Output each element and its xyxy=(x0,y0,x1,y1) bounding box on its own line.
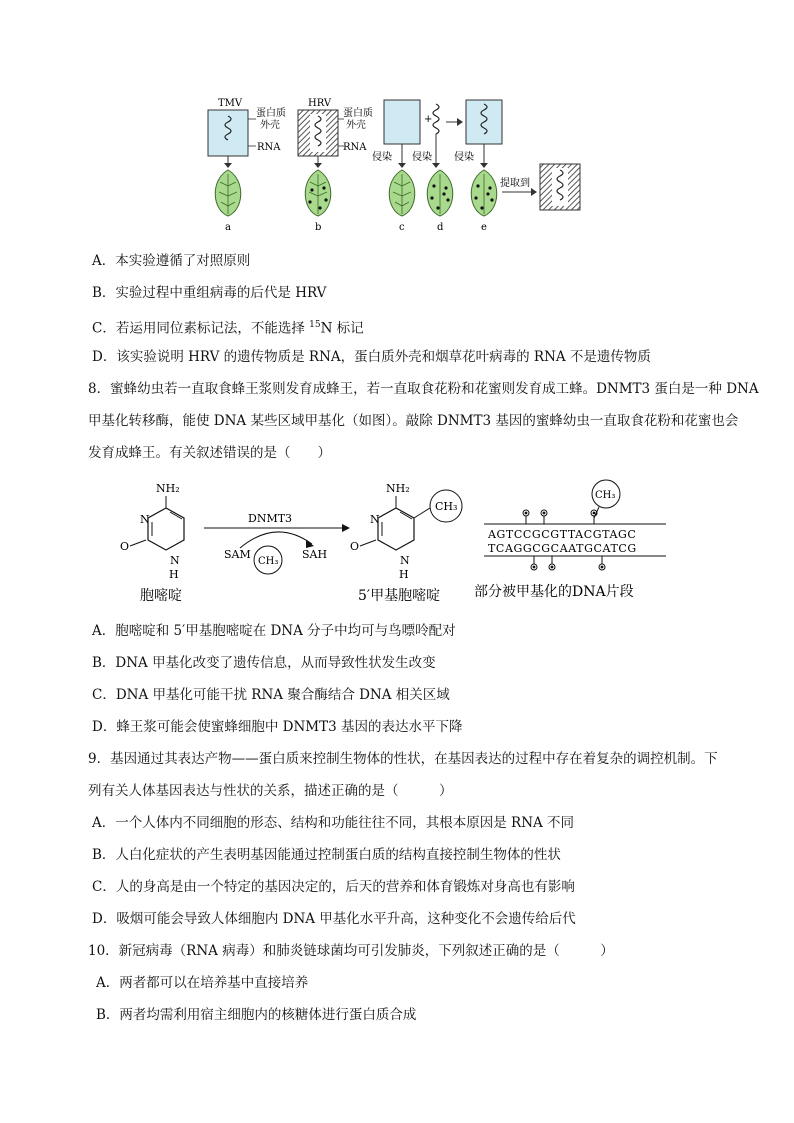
svg-text:O: O xyxy=(350,540,360,553)
leaf-e xyxy=(471,170,497,216)
q7-option-a: A．本实验遵循了对照原则 xyxy=(92,253,251,269)
leaf-d xyxy=(427,170,453,216)
q8-stem-line2: 甲基化转移酶，能使 DNA 某些区域甲基化（如图）。敲除 DNMT3 基因的蜜蜂幼虫一直取食花粉和花蜜也会 xyxy=(88,413,739,429)
q7-option-c: C．若运用同位素标记法，不能选择 $^{15}$N 标记 xyxy=(92,320,364,337)
svg-text:N: N xyxy=(370,513,380,526)
cytosine-name: 胞嘧啶 xyxy=(140,588,182,604)
dna-fragment xyxy=(474,480,666,600)
svg-text:O: O xyxy=(120,540,130,553)
q10-stem: 10．新冠病毒（RNA 病毒）和肺炎链球菌均可引发肺炎，下列叙述正确的是（ ） xyxy=(88,943,614,959)
dna-top-strand: AGTCCGCGTTACGTAGC xyxy=(488,528,637,541)
q8-option-d: D．蜂王浆可能会使蜜蜂细胞中 DNMT3 基因的表达水平下降 xyxy=(92,719,463,735)
tmv-particle xyxy=(208,110,248,156)
q9-stem-line2: 列有关人体基因表达与性状的关系，描述正确的是（ ） xyxy=(88,783,453,799)
svg-text:外壳: 外壳 xyxy=(260,120,280,131)
infect-label-c: 侵染 xyxy=(372,152,392,163)
methyl-group-label: CH₃ xyxy=(258,556,279,567)
dna-fragment-name: 部分被甲基化的DNA片段 xyxy=(474,584,634,600)
label-c: c xyxy=(399,222,405,233)
cytosine-structure xyxy=(120,482,184,604)
q10-option-b: B．两者均需利用宿主细胞内的核糖体进行蛋白质合成 xyxy=(96,1007,417,1023)
svg-text:NH₂: NH₂ xyxy=(386,482,410,495)
extract-label: 提取到 xyxy=(500,178,530,189)
leaf-c xyxy=(389,170,415,216)
q10-option-a: A．两者都可以在培养基中直接培养 xyxy=(96,975,309,991)
q9-option-c: C．人的身高是由一个特定的基因决定的，后天的营养和体育锻炼对身高也有影响 xyxy=(92,879,575,895)
q8-option-a: A．胞嘧啶和 5′甲基胞嘧啶在 DNA 分子中均可与鸟嘌呤配对 xyxy=(92,623,456,639)
leaf-a xyxy=(215,170,241,216)
protein-coat-label: 蛋白质 xyxy=(256,108,286,119)
sah-label: SAH xyxy=(302,548,328,561)
label-e: e xyxy=(481,222,487,233)
infect-label-e: 侵染 xyxy=(454,152,474,163)
dna-bottom-strand: TCAGGCGCAATGCATCG xyxy=(488,542,637,555)
q8-stem-line1: 8．蜜蜂幼虫若一直取食蜂王浆则发育成蜂王，若一直取食花粉和花蜜则发育成工蜂。DNMT3 蛋白是一种 DNA xyxy=(88,381,759,397)
methylcytosine-name: 5′甲基胞嘧啶 xyxy=(358,588,441,604)
virus-experiment-figure xyxy=(200,94,600,234)
tmv-label: TMV xyxy=(218,98,243,109)
svg-text:H: H xyxy=(399,568,409,581)
svg-text:+: + xyxy=(424,114,433,125)
label-d: d xyxy=(437,222,444,233)
q9-option-a: A．一个人体内不同细胞的形态、结构和功能往往不同，其根本原因是 RNA 不同 xyxy=(92,815,575,831)
q9-stem-line1: 9．基因通过其表达产物——蛋白质来控制生物体的性状，在基因表达的过程中存在着复杂的调控机制。下 xyxy=(88,751,718,767)
svg-text:CH₃: CH₃ xyxy=(435,500,458,513)
sam-label: SAM xyxy=(224,548,251,561)
label-b: b xyxy=(315,222,322,233)
q8-option-b: B．DNA 甲基化改变了遗传信息，从而导致性状发生改变 xyxy=(92,655,436,671)
q9-option-d: D．吸烟可能会导致人体细胞内 DNA 甲基化水平升高，这种变化不会遗传给后代 xyxy=(92,911,576,927)
q7-option-d: D．该实验说明 HRV 的遗传物质是 RNA，蛋白质外壳和烟草花叶病毒的 RNA 不是遗传物质 xyxy=(92,349,651,365)
svg-text:N: N xyxy=(400,554,410,567)
svg-text:N: N xyxy=(140,513,150,526)
svg-text:蛋白质: 蛋白质 xyxy=(343,108,373,119)
svg-text:CH₃: CH₃ xyxy=(595,490,616,501)
hrv-label: HRV xyxy=(308,98,332,109)
rna-label: RNA xyxy=(257,142,281,153)
q7-option-b: B．实验过程中重组病毒的后代是 HRV xyxy=(92,285,327,301)
rna-only-coil xyxy=(433,104,439,134)
svg-text:N: N xyxy=(170,554,180,567)
methylcytosine-structure xyxy=(350,482,462,604)
protein-coat-only xyxy=(384,100,420,144)
svg-text:NH₂: NH₂ xyxy=(156,482,180,495)
svg-text:H: H xyxy=(169,568,179,581)
dna-methylation-figure xyxy=(100,478,700,606)
infect-label-d: 侵染 xyxy=(412,152,432,163)
q8-option-c: C．DNA 甲基化可能干扰 RNA 聚合酶结合 DNA 相关区域 xyxy=(92,687,450,703)
q8-stem-line3: 发育成蜂王。有关叙述错误的是（ ） xyxy=(88,445,331,461)
leaf-b xyxy=(305,170,331,216)
svg-text:外壳: 外壳 xyxy=(346,120,366,131)
svg-text:RNA: RNA xyxy=(343,142,367,153)
label-a: a xyxy=(225,222,231,233)
dnmt3-label: DNMT3 xyxy=(248,512,293,525)
q9-option-b: B．人白化症状的产生表明基因能通过控制蛋白质的结构直接控制生物体的性状 xyxy=(92,847,561,863)
